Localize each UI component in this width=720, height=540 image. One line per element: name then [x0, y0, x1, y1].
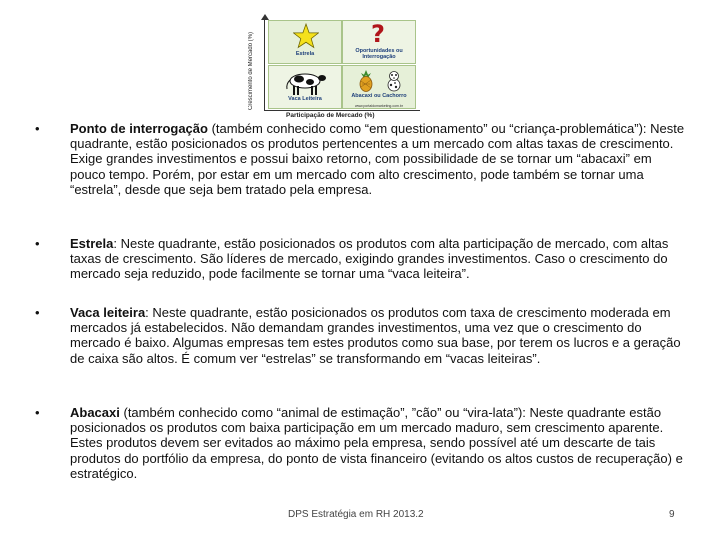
item-term: Vaca leiteira	[70, 305, 146, 320]
figure-source-url: www.portaldomarketing.com.br	[354, 104, 404, 108]
item-text: : Neste quadrante, estão posicionados os produtos com alta participação de mercado, com altas taxas de crescimento. São líderes de mercado, exigindo grandes investimentos. Caso o crescimento do mercado seja reduzido, pode facilmente se tornar uma “vaca leiteira”.	[70, 236, 669, 282]
pineapple-icon	[357, 70, 375, 92]
item-paragraph	[70, 121, 685, 197]
bullet-icon: •	[35, 236, 40, 251]
quadrant-question	[342, 20, 416, 64]
y-axis-label: Crescimento de Mercado (%)	[248, 31, 254, 111]
question-mark-icon: ?	[371, 20, 385, 48]
list-item	[35, 405, 685, 481]
item-term: Ponto de interrogação	[70, 121, 208, 136]
quadrant-cow	[268, 65, 342, 109]
x-axis-label: Participação de Mercado (%)	[286, 112, 375, 119]
item-term: Abacaxi	[70, 405, 120, 420]
quadrant-question-label: Oportunidades ou Interrogação	[355, 48, 403, 60]
cow-icon	[283, 70, 327, 96]
item-text: (também conhecido como “em questionamento” ou “criança-problemática”): Neste quadrante, estão posicionados os produtos pertencentes a um mercado com altas taxas de crescimento. Exige grandes investimentos e possui baixo retorno, com possibilidade de se tornar um “abacaxi” em pouco tempo. Porém, por estar em um mercado com alto crescimento, pode também se tornar uma “estrela”, desde que seja bem tratado pela empresa.	[70, 121, 685, 197]
item-paragraph	[70, 305, 685, 366]
bullet-icon: •	[35, 121, 40, 136]
list-item	[35, 121, 685, 197]
item-paragraph	[70, 236, 685, 282]
bullet-icon: •	[35, 405, 40, 420]
quadrant-star-label: Estrela	[295, 51, 315, 57]
quadrant-dog	[342, 65, 416, 109]
list-item	[35, 236, 685, 282]
x-axis-line	[264, 110, 420, 111]
y-axis-line	[264, 18, 265, 110]
list-item	[35, 305, 685, 366]
quadrant-dog-label: Abacaxi ou Cachorro	[351, 93, 407, 99]
item-term: Estrela	[70, 236, 114, 251]
item-text: (também conhecido como “animal de estimação”, ”cão” ou “vira-lata”): Neste quadrante estão posicionados os produtos com baixa participação em um mercado maduro, sem crescimento aparente. Estes produtos devem ser evitados ao máximo pela empresa, sendo possível até um descarte de tais produtos do portfólio da empresa, do ponto de vista financeiro (evitando os altos custos de recuperação) e estratégico.	[70, 405, 683, 481]
item-paragraph	[70, 405, 685, 481]
quadrant-cow-label: Vaca Leiteira	[288, 96, 322, 102]
bcg-matrix-figure	[250, 18, 422, 120]
page-number: 9	[669, 509, 675, 520]
dog-icon	[385, 70, 403, 92]
footer-title: DPS Estratégia em RH 2013.2	[288, 509, 424, 520]
star-icon	[293, 23, 319, 49]
bullet-icon: •	[35, 305, 40, 320]
quadrant-star	[268, 20, 342, 64]
item-text: : Neste quadrante, estão posicionados os produtos com taxa de crescimento moderada em mercados já estabelecidos. Não demandam grandes investimentos, uma vez que o crescimento do mercado é baixo. Algumas empresas tem estes produtos como sua base, por terem os lucros e a geração de caixa são altos. É comum ver “estrelas” se transformando em “vacas leiteiras”.	[70, 305, 681, 366]
